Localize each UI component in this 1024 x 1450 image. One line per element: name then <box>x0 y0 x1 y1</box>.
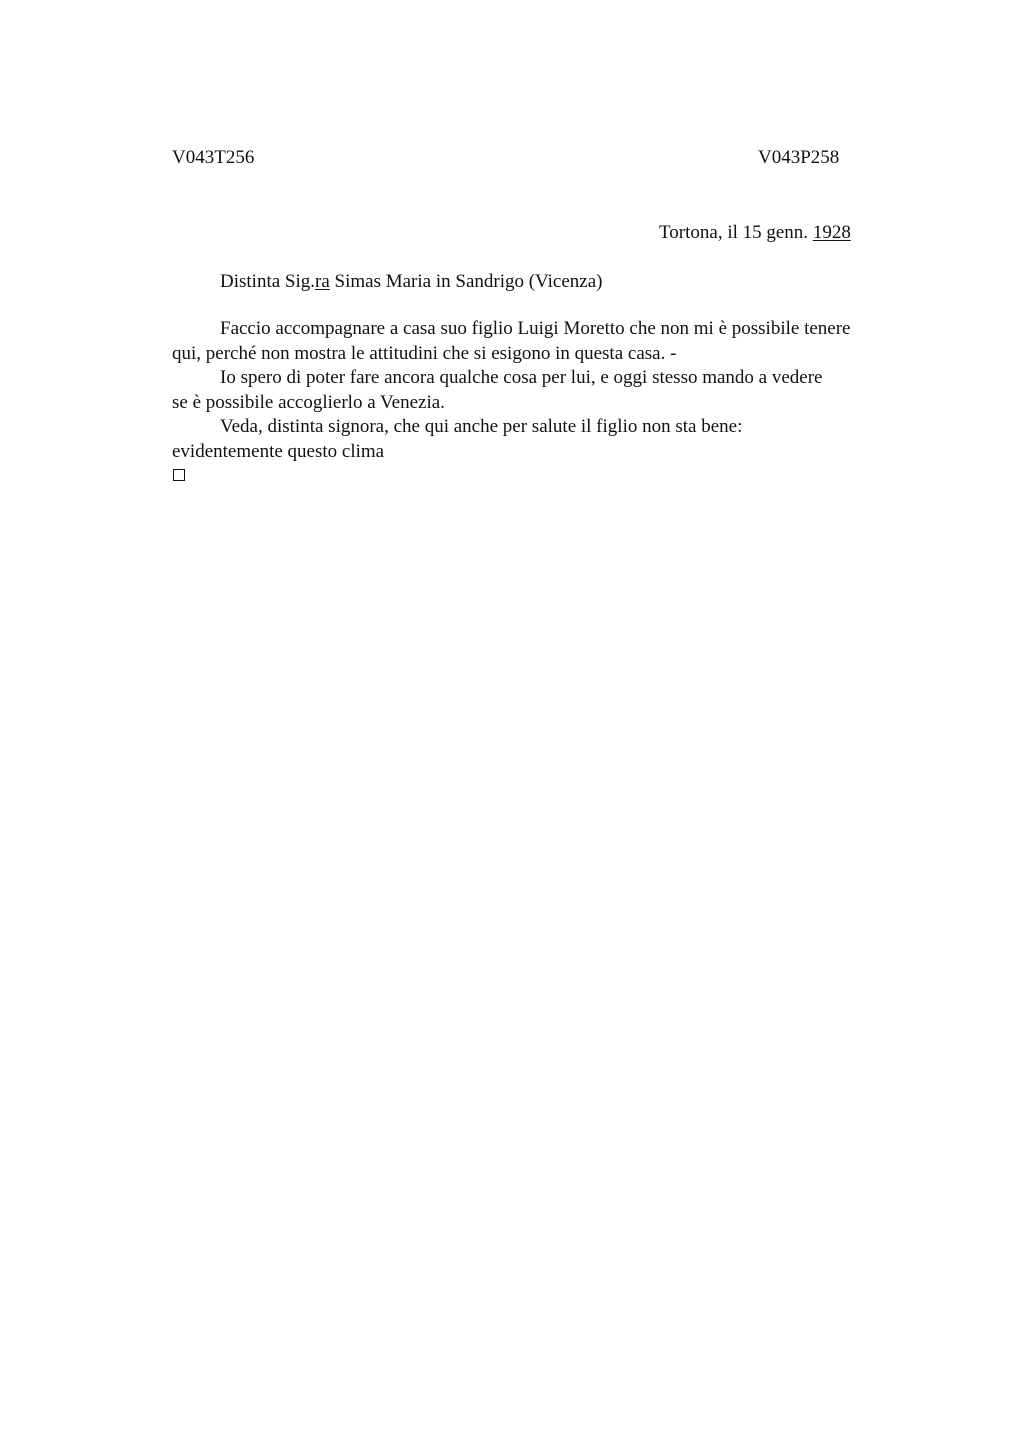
body-line: Io spero di poter fare ancora qualche cosa per lui, e oggi stesso mando a vedere <box>220 367 823 389</box>
letter-date <box>659 221 851 245</box>
document-code-right: V043P258 <box>758 147 840 168</box>
body-line: Faccio accompagnare a casa suo figlio Luigi Moretto che non mi è possibile tenere <box>220 318 851 339</box>
date-year: 1928 <box>812 222 851 243</box>
body-line: evidentemente questo clima <box>172 440 385 462</box>
salutation-abbrev: ra <box>315 271 330 292</box>
body-line: se è possibile accoglierlo a Venezia. <box>172 391 445 413</box>
document-code-left: V043T256 <box>172 147 255 168</box>
letter-body <box>172 317 912 465</box>
salutation-rest: Simas Maria in Sandrigo (Vicenza) <box>329 271 603 292</box>
date-place-day: Tortona, il 15 genn. <box>659 222 813 243</box>
salutation-start: Distinta Sig. <box>220 271 316 292</box>
body-line: Veda, distinta signora, che qui anche per salute il figlio non sta bene: <box>220 416 743 438</box>
empty-square-icon <box>173 469 185 481</box>
letter-salutation <box>220 270 602 294</box>
body-line: qui, perché non mostra le attitudini che si esigono in questa casa. - <box>172 342 677 364</box>
